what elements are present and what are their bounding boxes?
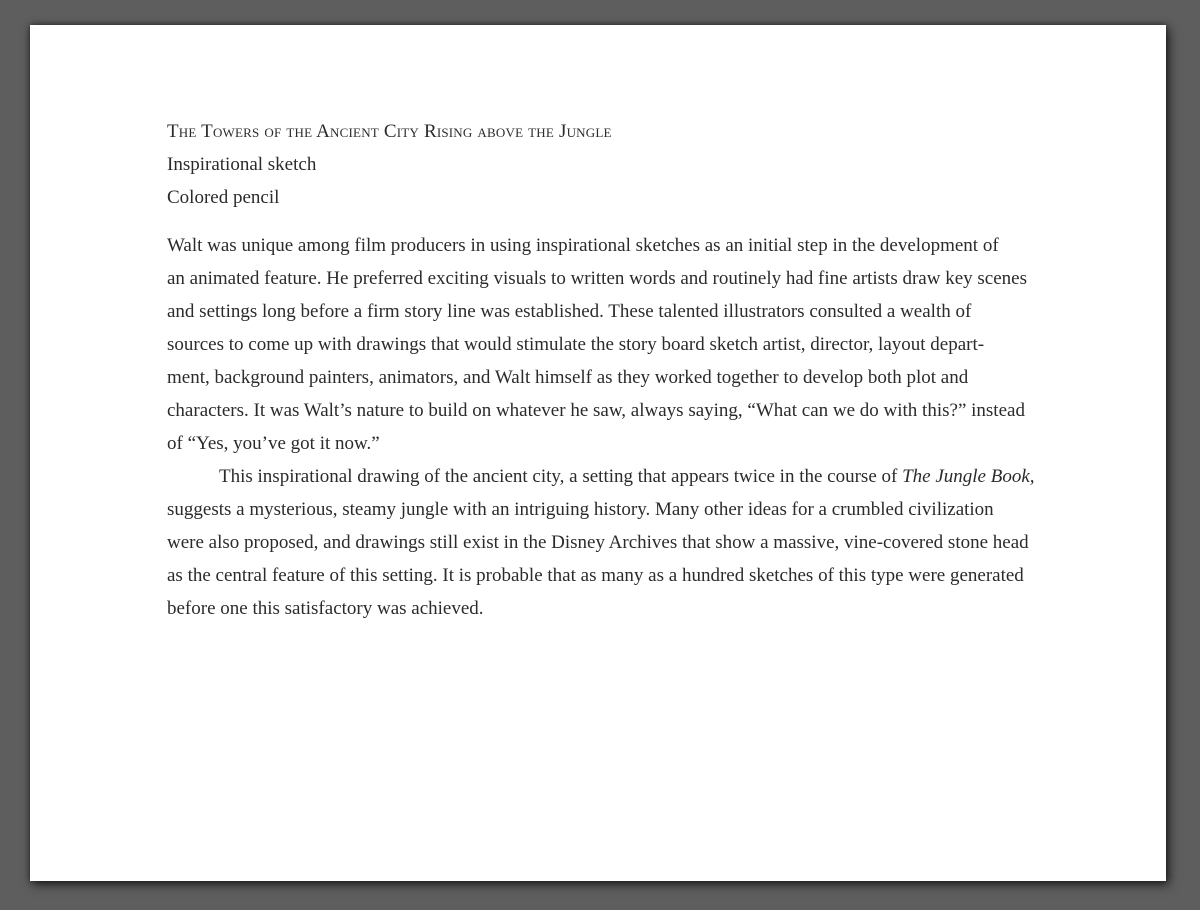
paragraph-line: sources to come up with drawings that would stimulate the story board sketch artist, director, layout depart- [167, 334, 985, 355]
paragraph-line: Walt was unique among film producers in using inspirational sketches as an initial step in the development of [167, 235, 999, 256]
artwork-medium: Colored pencil [167, 187, 280, 208]
paragraph-line: were also proposed, and drawings still exist in the Disney Archives that show a massive, vine-covered stone head [167, 532, 1029, 553]
paragraph-line: as the central feature of this setting. It is probable that as many as a hundred sketches of this type were generated [167, 565, 1024, 586]
paragraph-line: suggests a mysterious, steamy jungle with an intriguing history. Many other ideas for a crumbled civilization [167, 499, 994, 520]
paper-page [30, 25, 1166, 881]
book-title: The Jungle Book, [902, 466, 1035, 487]
paragraph-2 [167, 460, 1067, 625]
text-block [167, 115, 1067, 625]
paragraph-1 [167, 229, 1067, 460]
paragraph-line: characters. It was Walt’s nature to build on whatever he saw, always saying, “What can we do with this?” instead [167, 400, 1025, 421]
paragraph-line: before one this satisfactory was achieved. [167, 598, 484, 619]
paragraph-line: ment, background painters, animators, and Walt himself as they worked together to develop both plot and [167, 367, 969, 388]
paragraph-line: and settings long before a firm story line was established. These talented illustrators consulted a wealth of [167, 301, 972, 322]
artwork-title: The Towers of the Ancient City Rising above the Jungle [167, 121, 612, 142]
paragraph-line: an animated feature. He preferred exciting visuals to written words and routinely had fine artists draw key scenes [167, 268, 1027, 289]
paragraph-line: of “Yes, you’ve got it now.” [167, 433, 380, 454]
artwork-type: Inspirational sketch [167, 154, 317, 175]
body-text [167, 229, 1067, 625]
paragraph-line-text: This inspirational drawing of the ancient city, a setting that appears twice in the course of [219, 466, 903, 487]
paragraph-line [167, 460, 1067, 493]
